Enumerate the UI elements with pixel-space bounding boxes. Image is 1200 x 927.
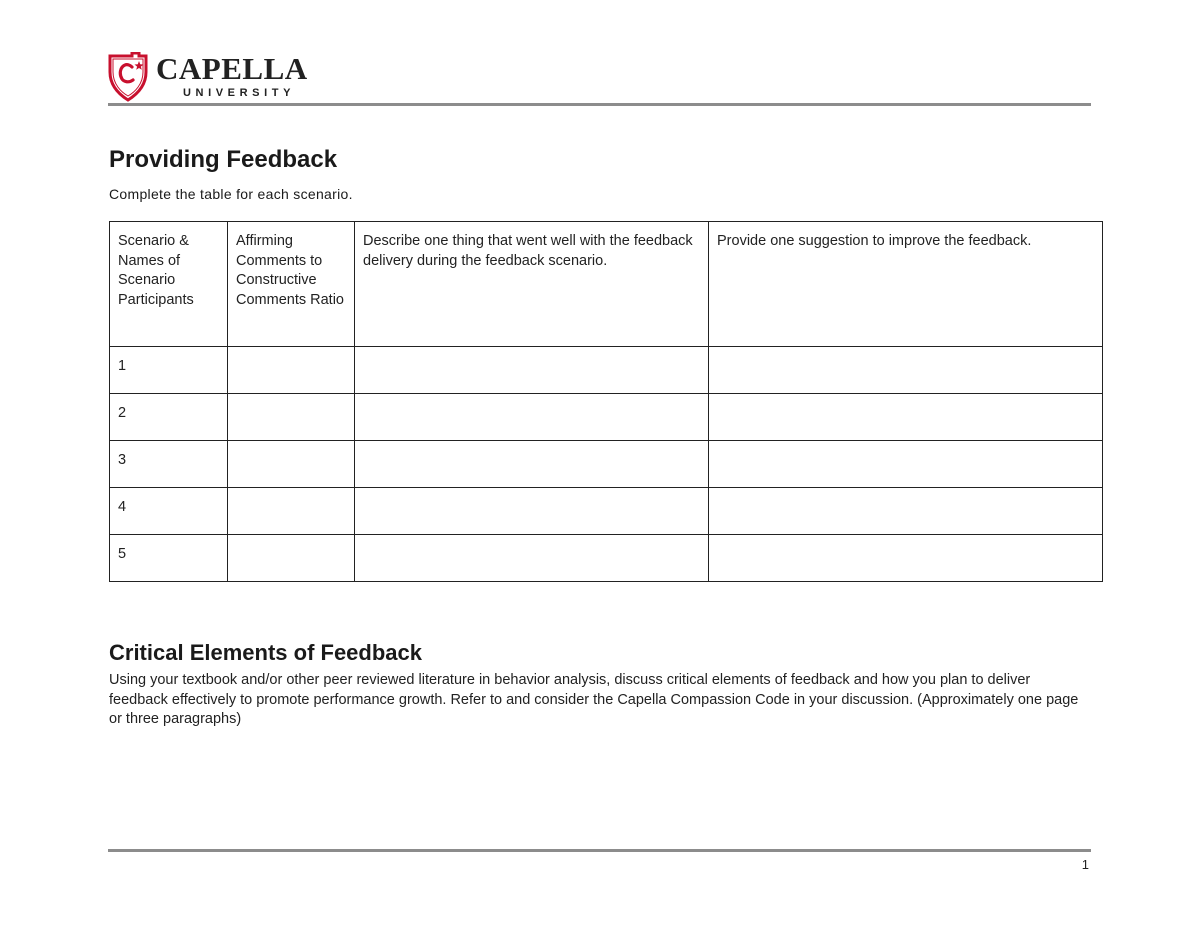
- cell-suggestion[interactable]: [709, 394, 1103, 441]
- header-went-well: Describe one thing that went well with the feedback delivery during the feedback scenario.: [355, 222, 709, 347]
- header-ratio: Affirming Comments to Constructive Comments Ratio: [228, 222, 355, 347]
- cell-scenario[interactable]: 3: [110, 441, 228, 488]
- capella-shield-icon: [108, 52, 148, 102]
- table-header-row: [110, 222, 1103, 347]
- footer-divider: [108, 849, 1091, 852]
- logo-name: CAPELLA: [156, 51, 308, 86]
- page-number: 1: [1081, 857, 1089, 872]
- cell-went-well[interactable]: [355, 535, 709, 582]
- cell-ratio[interactable]: [228, 347, 355, 394]
- cell-went-well[interactable]: [355, 441, 709, 488]
- cell-scenario[interactable]: 1: [110, 347, 228, 394]
- cell-suggestion[interactable]: [709, 441, 1103, 488]
- capella-logo: [108, 52, 308, 104]
- page-title: Providing Feedback: [109, 146, 338, 173]
- cell-suggestion[interactable]: [709, 488, 1103, 535]
- feedback-table: [109, 221, 1103, 582]
- header-divider: [108, 103, 1091, 106]
- cell-went-well[interactable]: [355, 394, 709, 441]
- cell-scenario[interactable]: 2: [110, 394, 228, 441]
- table-row: [110, 394, 1103, 441]
- cell-ratio[interactable]: [228, 535, 355, 582]
- critical-elements-text: Using your textbook and/or other peer reviewed literature in behavior analysis, discuss critical elements of feedback and how you plan to deliver feedback effectively to promote performance growth. Refer to and consider the Capella Compassion Code in your discussion. (Approximately one page or three paragraphs): [109, 672, 1079, 727]
- cell-ratio[interactable]: [228, 394, 355, 441]
- cell-went-well[interactable]: [355, 488, 709, 535]
- cell-suggestion[interactable]: [709, 347, 1103, 394]
- header-scenario: Scenario & Names of Scenario Participants: [110, 222, 228, 347]
- table-row: [110, 441, 1103, 488]
- cell-scenario[interactable]: 4: [110, 488, 228, 535]
- instructions-text: Complete the table for each scenario.: [109, 186, 353, 202]
- cell-ratio[interactable]: [228, 441, 355, 488]
- cell-went-well[interactable]: [355, 347, 709, 394]
- table-row: [110, 488, 1103, 535]
- logo-subtitle: UNIVERSITY: [183, 87, 296, 99]
- section-title-critical-elements: Critical Elements of Feedback: [109, 640, 422, 665]
- header-suggestion: Provide one suggestion to improve the feedback.: [709, 222, 1103, 347]
- cell-scenario[interactable]: 5: [110, 535, 228, 582]
- table-row: [110, 347, 1103, 394]
- table-row: [110, 535, 1103, 582]
- cell-suggestion[interactable]: [709, 535, 1103, 582]
- cell-ratio[interactable]: [228, 488, 355, 535]
